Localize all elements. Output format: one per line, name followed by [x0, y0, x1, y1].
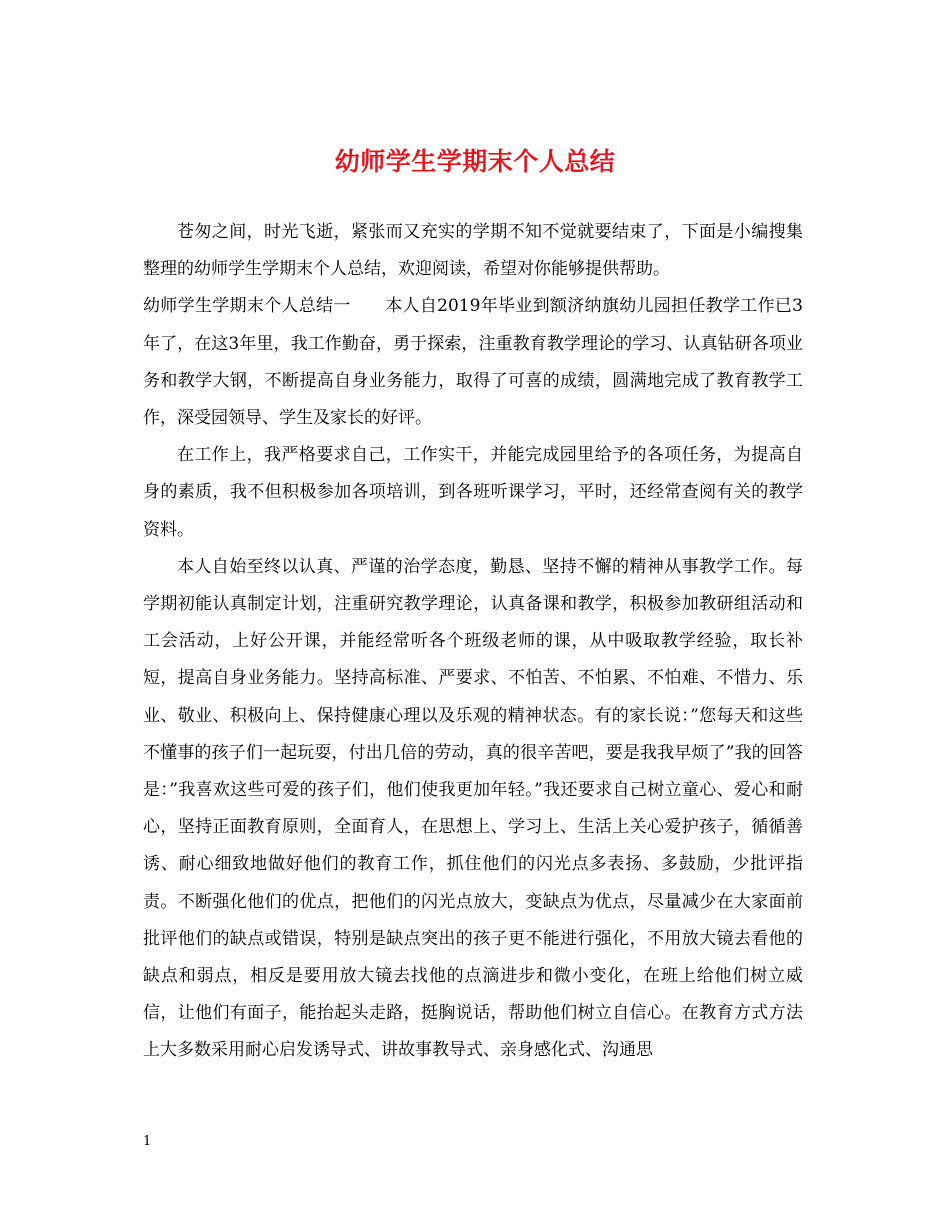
- paragraph-teaching: 本人自始至终以认真、严谨的治学态度，勤恳、坚持不懈的精神从事教学工作。每学期初能认真制定计划，注重研究教学理论，认真备课和教学，积极参加教研组活动和工会活动，上好公开课，并能经常听各个班级老师的课，从中吸取教学经验，取长补短，提高自身业务能力。坚持高标准、严要求、不怕苦、不怕累、不怕难、不惜力、乐业、敬业、积极向上、保持健康心理以及乐观的精神状态。有的家长说：”您每天和这些不懂事的孩子们一起玩耍，付出几倍的劳动，真的很辛苦吧，要是我我早烦了”我的回答是：”我喜欢这些可爱的孩子们，他们使我更加年轻。”我还要求自己树立童心、爱心和耐心，坚持正面教育原则，全面育人，在思想上、学习上、生活上关心爱护孩子，循循善诱、耐心细致地做好他们的教育工作，抓住他们的闪光点多表扬、多鼓励，少批评指责。不断强化他们的优点，把他们的闪光点放大，变缺点为优点，尽量减少在大家面前批评他们的缺点或错误，特别是缺点突出的孩子更不能进行强化，不用放大镜去看他的缺点和弱点，相反是要用放大镜去找他的点滴进步和微小变化，在班上给他们树立威信，让他们有面子，能抬起头走路，挺胸说话，帮助他们树立自信心。在教育方式方法上大多数采用耐心启发诱导式、讲故事教导式、亲身感化式、沟通思: [143, 556, 803, 1061]
- page-number: 1: [143, 1134, 152, 1149]
- paragraph-intro: 苍匆之间，时光飞逝，紧张而又充实的学期不知不觉就要结束了，下面是小编搜集整理的幼师学生学期末个人总结，欢迎阅读，希望对你能够提供帮助。: [143, 222, 803, 280]
- paragraph-work-attitude: 在工作上，我严格要求自己，工作实干，并能完成园里给予的各项任务，为提高自身的素质，我不但积极参加各项培训，到各班听课学习，平时，还经常查阅有关的教学资料。: [143, 445, 803, 540]
- document-body: [143, 214, 803, 1070]
- document-title: 幼师学生学期末个人总结: [334, 147, 616, 176]
- paragraph-section-one: 幼师学生学期末个人总结一 本人自2019年毕业到额济纳旗幼儿园担任教学工作已3年了，在这3年里，我工作勤奋，勇于探索，注重教育教学理论的学习、认真钻研各项业务和教学大钢，不断提高自身业务能力，取得了可喜的成绩，圆满地完成了教育教学工作，深受园领导、学生及家长的好评。: [143, 296, 803, 429]
